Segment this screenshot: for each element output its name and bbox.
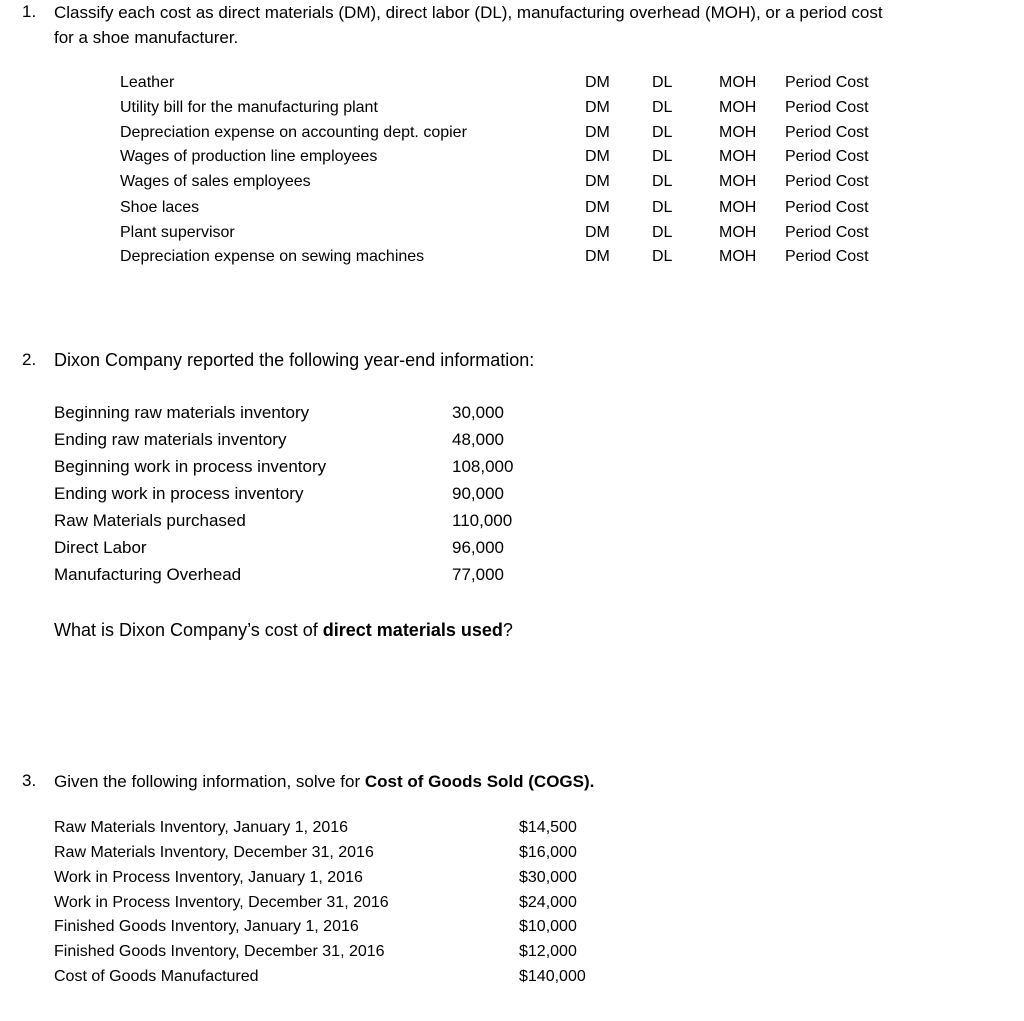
q2-row-value: 108,000 [452,457,514,476]
q1-option-moh: MOH [719,148,757,165]
q3-title-bold: Cost of Goods Sold (COGS). [364,772,595,791]
q1-option-dl: DL [652,248,673,265]
q1-option-dm: DM [585,74,610,91]
q3-row-value: $12,000 [519,943,577,960]
q3-row-label: Work in Process Inventory, January 1, 2016 [54,869,363,886]
q2-question [54,618,513,643]
q1-item-label: Shoe laces [120,199,200,216]
q2-row-value: 96,000 [452,538,504,557]
q2-row-label: Beginning work in process inventory [54,457,327,476]
q1-prompt-line2: for a shoe manufacturer. [54,28,239,47]
q2-row-label: Manufacturing Overhead [54,565,242,584]
q1-option-moh: MOH [719,224,757,241]
q2-title: Dixon Company reported the following year-end information: [54,350,535,370]
q2-row-value: 110,000 [452,511,513,530]
q1-option-period-cost: Period Cost [785,148,869,165]
q2-row-label: Direct Labor [54,538,147,557]
q1-option-moh: MOH [719,173,757,190]
q2-row-label: Ending work in process inventory [54,484,304,503]
q1-option-dm: DM [585,99,610,116]
q1-option-moh: MOH [719,248,757,265]
q3-row-label: Finished Goods Inventory, January 1, 2016 [54,918,359,935]
q2-question-post: ? [502,620,513,640]
q3-row-value: $10,000 [519,918,577,935]
q1-option-dm: DM [585,199,610,216]
q3-title-pre: Given the following information, solve for [54,772,365,791]
q3-title [54,769,594,794]
q1-option-period-cost: Period Cost [785,199,869,216]
q1-item-label: Depreciation expense on sewing machines [120,248,425,265]
q1-option-dl: DL [652,99,673,116]
q2-row-label: Beginning raw materials inventory [54,403,310,422]
q2-row-value: 30,000 [452,403,504,422]
q1-option-moh: MOH [719,74,757,91]
q2-row-value: 90,000 [452,484,504,503]
q1-option-dl: DL [652,148,673,165]
q1-option-period-cost: Period Cost [785,124,869,141]
q1-option-dl: DL [652,74,673,91]
q1-option-period-cost: Period Cost [785,224,869,241]
q1-option-dl: DL [652,199,673,216]
q1-option-dl: DL [652,224,673,241]
q3-number: 3. [22,771,37,790]
q3-row-value: $30,000 [519,869,577,886]
q2-row-value: 77,000 [452,565,504,584]
q1-option-dm: DM [585,173,610,190]
q1-option-dm: DM [585,148,610,165]
q3-row-label: Raw Materials Inventory, December 31, 2016 [54,844,374,861]
q2-question-pre: What is Dixon Company’s cost of [54,620,323,640]
q1-item-label: Wages of production line employees [120,148,378,165]
q1-option-period-cost: Period Cost [785,248,869,265]
q1-option-period-cost: Period Cost [785,173,869,190]
q3-row-value: $16,000 [519,844,577,861]
q1-number: 1. [22,2,37,21]
q1-option-dm: DM [585,248,610,265]
q2-row-label: Raw Materials purchased [54,511,246,530]
q1-item-label: Leather [120,74,175,91]
q1-option-dl: DL [652,124,673,141]
q3-row-value: $24,000 [519,894,577,911]
q1-option-dm: DM [585,124,610,141]
q1-option-dm: DM [585,224,610,241]
q1-option-moh: MOH [719,124,757,141]
q1-item-label: Plant supervisor [120,224,235,241]
q1-item-label: Utility bill for the manufacturing plant [120,99,378,116]
q3-row-label: Work in Process Inventory, December 31, 2016 [54,894,389,911]
q3-row-label: Cost of Goods Manufactured [54,968,259,985]
q3-row-value: $140,000 [519,968,586,985]
q1-option-period-cost: Period Cost [785,74,869,91]
q3-row-label: Finished Goods Inventory, December 31, 2016 [54,943,385,960]
q1-option-period-cost: Period Cost [785,99,869,116]
q3-row-label: Raw Materials Inventory, January 1, 2016 [54,819,349,836]
q1-option-moh: MOH [719,99,757,116]
q3-row-value: $14,500 [519,819,577,836]
q1-item-label: Wages of sales employees [120,173,311,190]
q2-number: 2. [22,350,37,369]
q1-option-moh: MOH [719,199,757,216]
q2-row-value: 48,000 [452,430,504,449]
q1-prompt-line1: Classify each cost as direct materials (DM), direct labor (DL), manufacturing overhead (MOH), or a period cost [54,3,883,22]
q2-question-bold: direct materials used [322,620,503,640]
q1-option-dl: DL [652,173,673,190]
q1-item-label: Depreciation expense on accounting dept. copier [120,124,467,141]
q2-row-label: Ending raw materials inventory [54,430,287,449]
